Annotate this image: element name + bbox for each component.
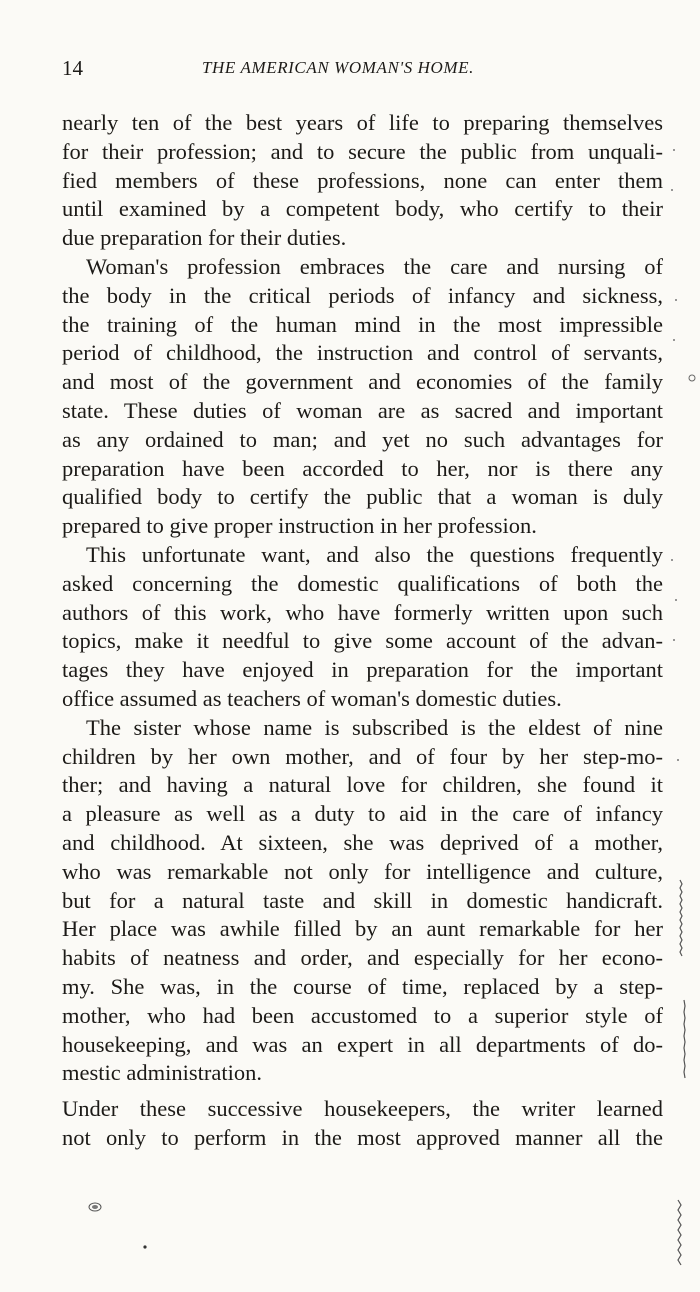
text-line: qualified body to certify the public that a woman is duly [62, 484, 663, 510]
text-line: tages they have enjoyed in preparation for the important [62, 657, 663, 683]
text-line: Her place was awhile filled by an aunt remarkable for her [62, 916, 663, 942]
text-line: children by her own mother, and of four by her step-mo- [62, 743, 663, 769]
text-line: habits of neatness and order, and especially for her econo- [62, 945, 663, 971]
text-line: the training of the human mind in the most impressible [62, 311, 663, 337]
running-title: THE AMERICAN WOMAN'S HOME. [202, 58, 475, 77]
text-line: authors of this work, who have formerly written upon such [62, 599, 663, 625]
text-line: housekeeping, and was an expert in all departments of do- [62, 1031, 663, 1057]
running-header [62, 56, 662, 86]
text-line: the body in the critical periods of infancy and sickness, [62, 282, 663, 308]
text-line: The sister whose name is subscribed is the eldest of nine [86, 714, 663, 740]
text-line: state. These duties of woman are as sacred and important [62, 397, 663, 423]
paragraph-4 [62, 714, 663, 1088]
text-line: until examined by a competent body, who certify to their [62, 196, 663, 222]
body-text [62, 109, 663, 1153]
text-line: Under these successive housekeepers, the writer learned [62, 1096, 663, 1122]
ink-spot-mark [86, 1200, 104, 1214]
text-line: and most of the government and economies of the family [62, 369, 663, 395]
text-line: This unfortunate want, and also the questions frequently [86, 541, 663, 567]
text-line: mestic administration. [62, 1060, 262, 1086]
text-line: nearly ten of the best years of life to preparing themselves [62, 110, 663, 135]
page-number: 14 [62, 56, 83, 80]
text-line: a pleasure as well as a duty to aid in the care of infancy [62, 801, 663, 827]
paragraph-1 [62, 109, 663, 253]
text-line: but for a natural taste and skill in domestic handicraft. [62, 887, 663, 913]
text-line: prepared to give proper instruction in her profession. [62, 513, 537, 539]
text-line: preparation have been accorded to her, nor is there any [62, 455, 663, 481]
text-line: my. She was, in the course of time, replaced by a step- [62, 973, 663, 999]
text-line: as any ordained to man; and yet no such advantages for [62, 426, 663, 452]
text-line: office assumed as teachers of woman's domestic duties. [62, 685, 562, 711]
text-line: asked concerning the domestic qualifications of both the [62, 570, 663, 596]
text-line: period of childhood, the instruction and control of servants, [62, 340, 663, 366]
text-line: for their profession; and to secure the public from unquali- [62, 138, 663, 164]
text-line: ther; and having a natural love for children, she found it [62, 772, 663, 798]
text-line: and childhood. At sixteen, she was deprived of a mother, [62, 829, 663, 855]
text-line: not only to perform in the most approved manner all the [62, 1124, 663, 1150]
text-line: topics, make it needful to give some account of the advan- [62, 628, 663, 654]
stray-dot [142, 1244, 148, 1250]
paragraph-5 [62, 1095, 663, 1153]
text-line: fied members of these professions, none can enter them [62, 167, 663, 193]
text-line: who was remarkable not only for intelligence and culture, [62, 858, 663, 884]
paragraph-3 [62, 541, 663, 714]
text-line: Woman's profession embraces the care and nursing of [86, 253, 663, 279]
text-line: mother, who had been accustomed to a superior style of [62, 1002, 663, 1028]
binding-edge-marks [660, 0, 700, 1292]
paragraph-2 [62, 253, 663, 541]
text-line: due preparation for their duties. [62, 225, 347, 251]
